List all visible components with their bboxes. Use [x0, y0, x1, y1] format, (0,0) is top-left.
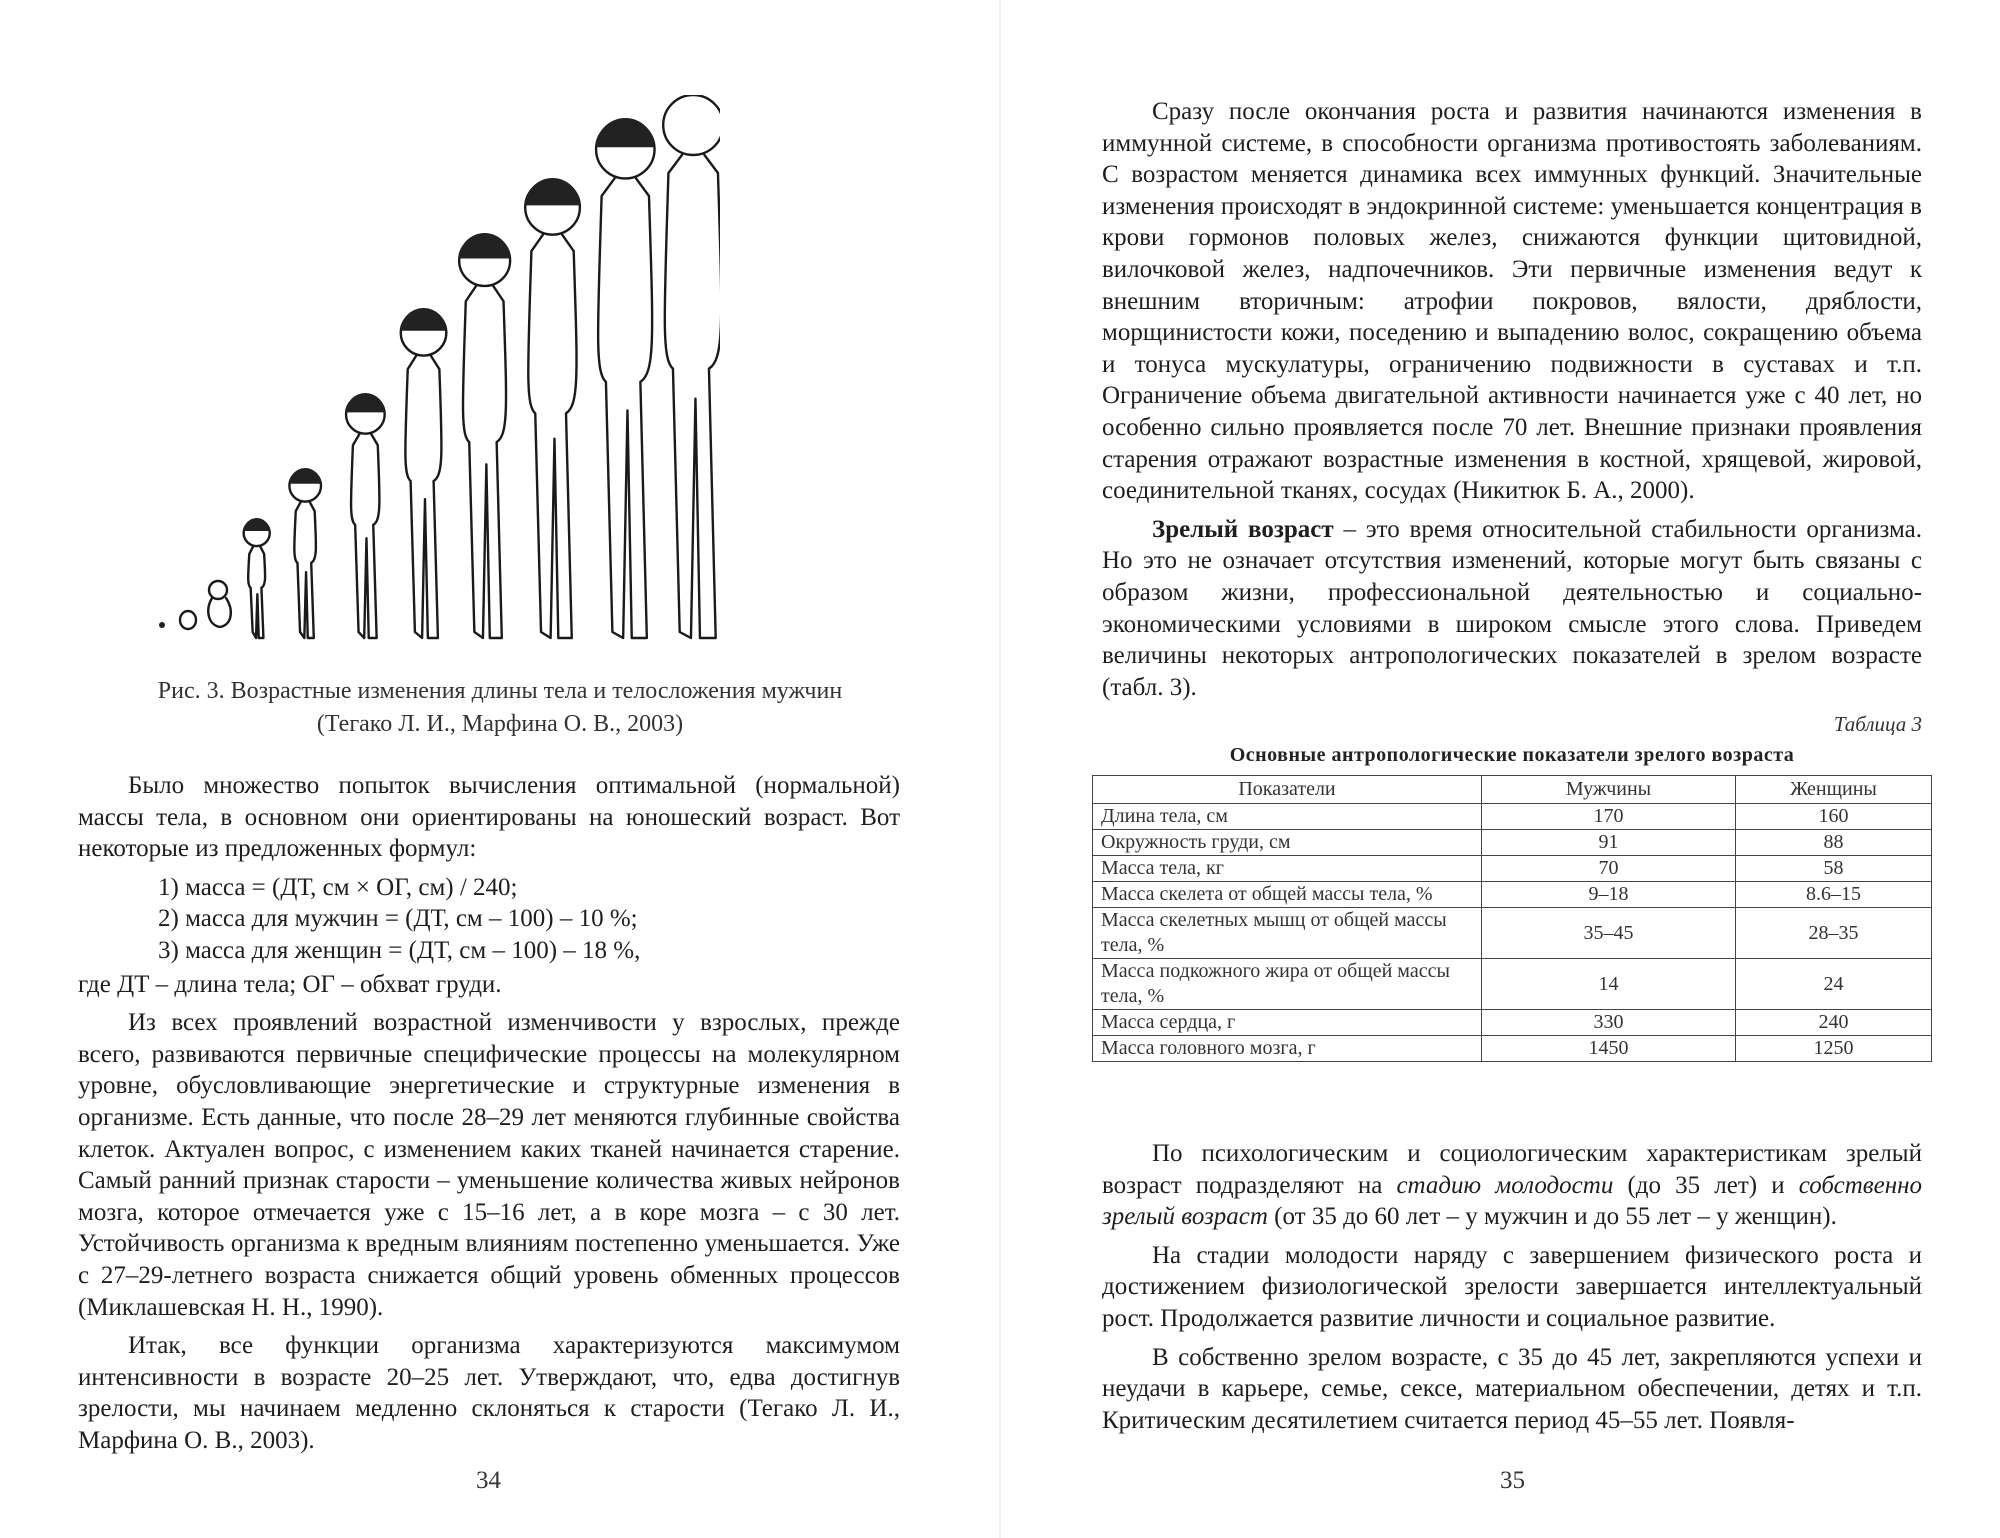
- table-row: [1093, 908, 1932, 959]
- paragraph-formulas-intro: Было множество попыток вычисления оптимальной (нормальной) массы тела, в основном они ориентированы на юношеский возраст. Вот некоторые из предложенных формул:: [78, 772, 900, 863]
- table-cell: 70: [1482, 856, 1736, 882]
- figure-hair: [401, 308, 447, 331]
- formula-2: 2) масса для мужчин = (ДТ, см – 100) – 10 %;: [158, 905, 638, 933]
- human-figure: [596, 118, 654, 638]
- figure-hair: [289, 468, 321, 484]
- formula-3: 3) масса для женщин = (ДТ, см – 100) – 18 %,: [158, 936, 641, 964]
- table-title: Основные антропологические показатели зрелого возраста: [1229, 744, 1795, 766]
- figure-body: [665, 155, 720, 638]
- p3-text-a: По психологическим и социологическим характеристикам зрелый возраст подразделяют на: [1102, 1140, 1922, 1199]
- figure-caption: [100, 675, 900, 741]
- table-header-row: [1093, 776, 1932, 804]
- human-figure: [289, 468, 321, 638]
- body-growth-illustration: [150, 95, 720, 655]
- human-figure: [525, 178, 580, 638]
- figure-caption-line1: Рис. 3. Возрастные изменения длины тела и телосложения мужчин: [157, 678, 843, 704]
- figure-head: [663, 95, 720, 155]
- table-cell: Масса сердца, г: [1093, 1010, 1482, 1036]
- table-cell: 24: [1736, 959, 1932, 1010]
- human-figure: [459, 233, 510, 638]
- table-cell: 240: [1736, 1010, 1932, 1036]
- paragraph-mature-age: [1102, 514, 1922, 704]
- table-cell: 28–35: [1736, 908, 1932, 959]
- page-number-right: 35: [1500, 1467, 1525, 1494]
- table-header: Мужчины: [1482, 776, 1736, 804]
- table-row: [1093, 959, 1932, 1010]
- left-body-text: [78, 770, 900, 1463]
- paragraph-maximum: Итак, все функции организма характеризуются максимумом интенсивности в возрасте 20–25 лет. Утверждают, что, едва достигнув зрелости, мы начинаем медленно склоняться к старости (Тегако Л. И., Марфина О. В., 2003).: [78, 1332, 900, 1454]
- figure-hair: [459, 233, 510, 258]
- table-cell: 14: [1482, 959, 1736, 1010]
- table-cell: Масса скелетных мышц от общей массы тела, %: [1093, 908, 1482, 959]
- table-cell: Окружность груди, см: [1093, 830, 1482, 856]
- table-cell: 88: [1736, 830, 1932, 856]
- late-fetus-figure: [208, 581, 231, 627]
- figure-hair: [244, 518, 270, 531]
- figure-body: [351, 434, 379, 638]
- fetus-figure: [180, 611, 196, 629]
- term-mature-age: Зрелый возраст: [1152, 515, 1334, 543]
- figure-hair: [525, 178, 580, 205]
- table-cell: 58: [1736, 856, 1932, 882]
- term-mature-proper: собственно зрелый возраст: [1102, 1171, 1923, 1231]
- paragraph-youth-stage: На стадии молодости наряду с завершением физического роста и достижением физиологической зрелости завершается интеллектуальный рост. Продолжается развитие личности и социальное развитие.: [1102, 1241, 1922, 1332]
- table-header: Показатели: [1093, 776, 1482, 804]
- figure-caption-line2: (Тегако Л. И., Марфина О. В., 2003): [316, 711, 684, 737]
- table-header: Женщины: [1736, 776, 1932, 804]
- paragraph-psychology: [1102, 1138, 1922, 1233]
- formula-1: 1) масса = (ДТ, см × ОГ, см) / 240;: [158, 873, 518, 901]
- body-growth-figure: [150, 95, 720, 655]
- figure-body: [248, 546, 265, 638]
- table-cell: Масса тела, кг: [1093, 856, 1482, 882]
- table-cell: 330: [1482, 1010, 1736, 1036]
- term-youth-stage: стадию молодости: [1396, 1171, 1614, 1199]
- human-figure: [346, 393, 385, 638]
- formula-note: где ДТ – длина тела; ОГ – обхват груди.: [78, 970, 502, 998]
- anthropometric-table: [1092, 775, 1932, 1062]
- paragraph-variability: Из всех проявлений возрастной изменчивости у взрослых, прежде всего, развиваются первичные специфические процессы на молекулярном уровне, обусловливающие энергетические и структурные изменения в организме. Есть данные, что после 28–29 лет меняются глубинные свойства клеток. Актуален вопрос, с изменением каких тканей начинается старение. Самый ранний признак старости – уменьшение количества живых нейронов мозга, которое отмечается уже с 15–16 лет, а в коре мозга – с 30 лет. Устойчивость организма к вредным влияниям постепенно уменьшается. Уже с 27–29-летнего возраста снижается общий уровень обменных процессов (Миклашевская Н. Н., 1990).: [78, 1009, 900, 1321]
- table-cell: 8.6–15: [1736, 882, 1932, 908]
- table-cell: 160: [1736, 804, 1932, 830]
- table-label: Таблица 3: [1833, 712, 1922, 736]
- paragraph-mature-age-text: – это время относительной стабильности организма. Но это не означает отсутствия изменений, которые могут быть связаны с образом жизни, профессиональной деятельностью и социально-экономическими условиями в широком смысле этого слова. Приведем величины некоторых антропологических показателей в зрелом возрасте (табл. 3).: [1102, 515, 1923, 701]
- figure-body: [528, 235, 576, 638]
- table-cell: Масса подкожного жира от общей массы тела, %: [1093, 959, 1482, 1010]
- table-row: [1093, 856, 1932, 882]
- paragraph-immune: Сразу после окончания роста и развития начинаются изменения в иммунной системе, в способности организма противостоять заболеваниям. С возрастом меняется динамика всех иммунных функций. Значительные изменения происходят в эндокринной системе: уменьшается концентрация в крови гормонов половых желез, снижаются функции щитовидной, вилочковой желез, надпочечников. Эти первичные изменения ведут к внешним вторичным: атрофии покровов, вялости, дряблости, морщинистости кожи, поседению и выпадению волос, сокращению объема и тонуса мускулатуры, ограничению подвижности в суставах и т.п. Ограничение объема двигательной активности начинается уже с 40 лет, но особенно сильно проявляется после 70 лет. Внешние признаки проявления старения отражают возрастные изменения в костной, хрящевой, жировой, соединительной тканях, сосудах (Никитюк Б. А., 2000).: [1102, 98, 1922, 505]
- table-row: [1093, 1036, 1932, 1062]
- table-row: [1093, 804, 1932, 830]
- formula-list: [78, 872, 900, 967]
- table-cell: Длина тела, см: [1093, 804, 1482, 830]
- figure-body: [463, 286, 506, 638]
- table-row: [1093, 1010, 1932, 1036]
- figure-body: [294, 502, 316, 638]
- table-cell: Масса скелета от общей массы тела, %: [1093, 882, 1482, 908]
- table-cell: 1250: [1736, 1036, 1932, 1062]
- figure-hair: [346, 393, 385, 412]
- right-body-text-top: [1102, 96, 1922, 710]
- human-figures-group: [244, 95, 720, 638]
- table-cell: 35–45: [1482, 908, 1736, 959]
- table-row: [1093, 882, 1932, 908]
- paragraph-mature-proper: В собственно зрелом возрасте, с 35 до 45 лет, закрепляются успехи и неудачи в карьере, семье, сексе, материальном обеспечении, детях и т.п. Критическим десятилетием считается период 45–55 лет. Появля-: [1102, 1343, 1922, 1434]
- table-row: [1093, 830, 1932, 856]
- right-body-text-bottom: [1102, 1138, 1922, 1443]
- figure-hair: [596, 118, 654, 147]
- human-figure: [244, 518, 270, 638]
- table-cell: 170: [1482, 804, 1736, 830]
- figure-body: [598, 178, 652, 638]
- p3-text-c: (от 35 до 60 лет – у мужчин и до 55 лет – у женщин).: [1267, 1203, 1837, 1231]
- page-number-left: 34: [476, 1467, 501, 1494]
- human-figure: [663, 95, 720, 638]
- table-cell: 9–18: [1482, 882, 1736, 908]
- p3-text-b: (до 35 лет) и: [1613, 1171, 1799, 1199]
- human-figure: [401, 308, 447, 638]
- table-cell: 1450: [1482, 1036, 1736, 1062]
- figure-body: [405, 356, 441, 638]
- embryo-dot: [159, 622, 165, 628]
- table-cell: 91: [1482, 830, 1736, 856]
- table-cell: Масса головного мозга, г: [1093, 1036, 1482, 1062]
